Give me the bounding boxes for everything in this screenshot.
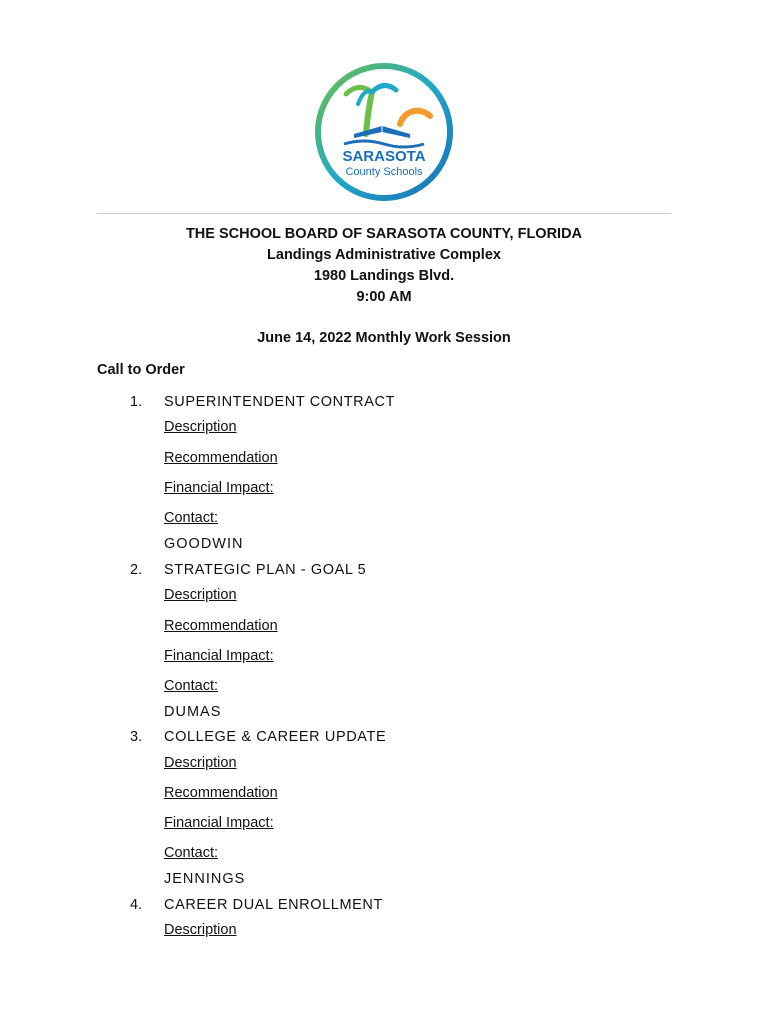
agenda-item-title: CAREER DUAL ENROLLMENT <box>164 897 383 913</box>
logo-text-line2: County Schools <box>345 166 423 178</box>
agenda-item-title: STRATEGIC PLAN - GOAL 5 <box>164 562 367 578</box>
contact-name: DUMAS <box>164 704 222 720</box>
contact-link[interactable]: Contact: <box>164 678 218 694</box>
venue-name: Landings Administrative Complex <box>267 247 501 263</box>
agenda-item-number: 4. <box>130 897 143 913</box>
agenda-item-title: COLLEGE & CAREER UPDATE <box>164 729 387 745</box>
financial-impact-link[interactable]: Financial Impact: <box>164 815 274 831</box>
financial-impact-link[interactable]: Financial Impact: <box>164 480 274 496</box>
recommendation-link[interactable]: Recommendation <box>164 450 278 466</box>
session-title: June 14, 2022 Monthly Work Session <box>257 330 511 346</box>
description-link[interactable]: Description <box>164 587 237 603</box>
board-name: THE SCHOOL BOARD OF SARASOTA COUNTY, FLORIDA <box>185 226 583 242</box>
sarasota-county-schools-logo <box>314 62 454 202</box>
recommendation-link[interactable]: Recommendation <box>164 618 278 634</box>
description-link[interactable]: Description <box>164 922 237 938</box>
agenda-item-number: 1. <box>130 394 143 410</box>
contact-link[interactable]: Contact: <box>164 510 218 526</box>
call-to-order-heading: Call to Order <box>97 362 185 378</box>
logo-icon <box>314 62 454 202</box>
contact-name: JENNINGS <box>164 871 246 887</box>
document-header <box>0 224 768 308</box>
venue-address: 1980 Landings Blvd. <box>313 268 455 284</box>
agenda-item-title: SUPERINTENDENT CONTRACT <box>164 394 396 410</box>
description-link[interactable]: Description <box>164 755 237 771</box>
recommendation-link[interactable]: Recommendation <box>164 785 278 801</box>
description-link[interactable]: Description <box>164 419 237 435</box>
contact-name: GOODWIN <box>164 536 244 552</box>
financial-impact-link[interactable]: Financial Impact: <box>164 648 274 664</box>
agenda-item-number: 2. <box>130 562 143 578</box>
meeting-time: 9:00 AM <box>356 289 412 305</box>
contact-link[interactable]: Contact: <box>164 845 218 861</box>
header-divider <box>97 213 671 214</box>
logo-text-line1: SARASOTA <box>342 148 426 165</box>
agenda-item-number: 3. <box>130 729 143 745</box>
